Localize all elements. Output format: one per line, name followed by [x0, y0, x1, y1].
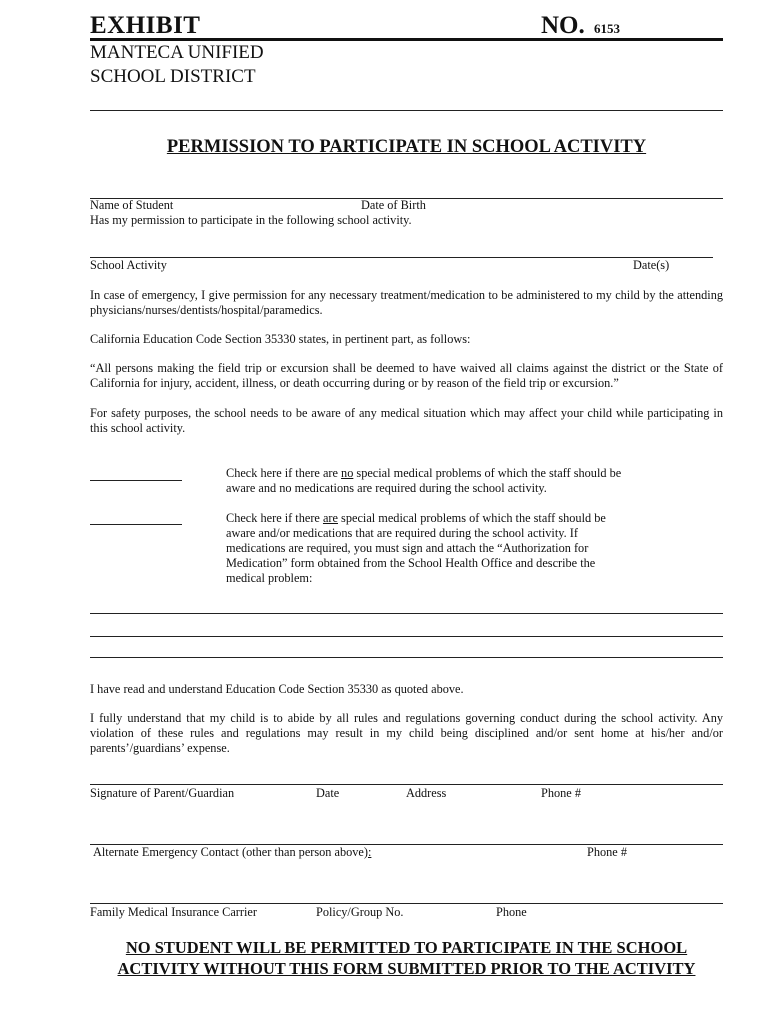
- are-problems-text-after: special medical problems of which the staff should be aware and/or medications that are required during the school activity. If medications are required, you must sign and attach the “Authorization for Medication” form obtained from the School Health Office and describe the medical problem:: [226, 511, 606, 585]
- alternate-contact-label: [93, 845, 371, 860]
- are-problems-emphasis: are: [322, 511, 338, 525]
- rules-acknowledgement: I fully understand that my child is to abide by all rules and regulations governing conduct during the school activity. Any violation of these rules and regulations may result in my child being disciplined and/or sent home at his/her and/or parents’/guardians’ expense.: [90, 711, 723, 755]
- medical-problems-check-blank[interactable]: [90, 524, 182, 525]
- exhibit-no-value: 6153: [594, 21, 620, 36]
- student-name-label: Name of Student: [90, 198, 174, 212]
- date-of-birth-label: Date of Birth: [361, 198, 426, 212]
- medical-problem-line-1[interactable]: [90, 613, 723, 614]
- read-acknowledgement: I have read and understand Education Code Section 35330 as quoted above.: [90, 682, 464, 696]
- policy-number-label: Policy/Group No.: [316, 905, 404, 919]
- medical-problems-text: [226, 511, 626, 586]
- form-title: PERMISSION TO PARTICIPATE IN SCHOOL ACTIVITY: [166, 137, 647, 157]
- medical-problem-line-2[interactable]: [90, 636, 723, 637]
- no-medical-problems-text: [226, 466, 626, 496]
- address-label: Address: [406, 786, 447, 800]
- signature-label: Signature of Parent/Guardian: [90, 786, 235, 800]
- emergency-paragraph: In case of emergency, I give permission for any necessary treatment/medication to be administered to my child by the attending physicians/nurses/dentists/hospital/paramedics.: [90, 288, 723, 317]
- are-problems-text-before: Check here if there: [226, 511, 323, 525]
- insurance-phone-label: Phone: [496, 905, 527, 919]
- medical-problem-line-3[interactable]: [90, 657, 723, 658]
- district-name-line1: MANTECA UNIFIED: [90, 42, 264, 63]
- signature-line[interactable]: [90, 784, 723, 785]
- exhibit-number: [541, 12, 620, 40]
- school-activity-line[interactable]: [90, 257, 713, 258]
- no-problems-text-after: special medical problems of which the staff should be aware and no medications are required during the school activity.: [226, 466, 622, 495]
- school-activity-label: School Activity: [90, 258, 167, 272]
- insurance-line[interactable]: [90, 903, 723, 904]
- alternate-contact-colon: :: [367, 845, 372, 859]
- district-name-line2: SCHOOL DISTRICT: [90, 66, 256, 87]
- no-medical-problems-check-blank[interactable]: [90, 480, 182, 481]
- footer-notice-line2: ACTIVITY WITHOUT THIS FORM SUBMITTED PRIOR TO THE ACTIVITY: [117, 959, 696, 978]
- education-code-intro: California Education Code Section 35330 states, in pertinent part, as follows:: [90, 332, 471, 346]
- exhibit-no-label: NO.: [541, 12, 585, 39]
- education-code-quote: “All persons making the field trip or excursion shall be deemed to have waived all claims against the district or the State of California for injury, accident, illness, or death occurring during or by reason of the field trip or excursion.”: [90, 361, 723, 390]
- permission-statement: Has my permission to participate in the following school activity.: [90, 213, 412, 227]
- no-problems-text-before: Check here if there are: [226, 466, 342, 480]
- dates-label: Date(s): [633, 258, 670, 272]
- safety-paragraph: For safety purposes, the school needs to be aware of any medical situation which may affect your child while participating in this school activity.: [90, 406, 723, 435]
- alternate-phone-label: Phone #: [587, 845, 627, 859]
- no-problems-emphasis: no: [341, 466, 354, 480]
- footer-notice-line1: NO STUDENT WILL BE PERMITTED TO PARTICIPATE IN THE SCHOOL: [125, 938, 688, 957]
- alternate-contact-text: Alternate Emergency Contact (other than person above): [93, 845, 368, 859]
- signature-date-label: Date: [316, 786, 340, 800]
- insurance-carrier-label: Family Medical Insurance Carrier: [90, 905, 257, 919]
- signature-phone-label: Phone #: [541, 786, 581, 800]
- exhibit-label: EXHIBIT: [90, 12, 201, 39]
- district-rule: [90, 110, 723, 111]
